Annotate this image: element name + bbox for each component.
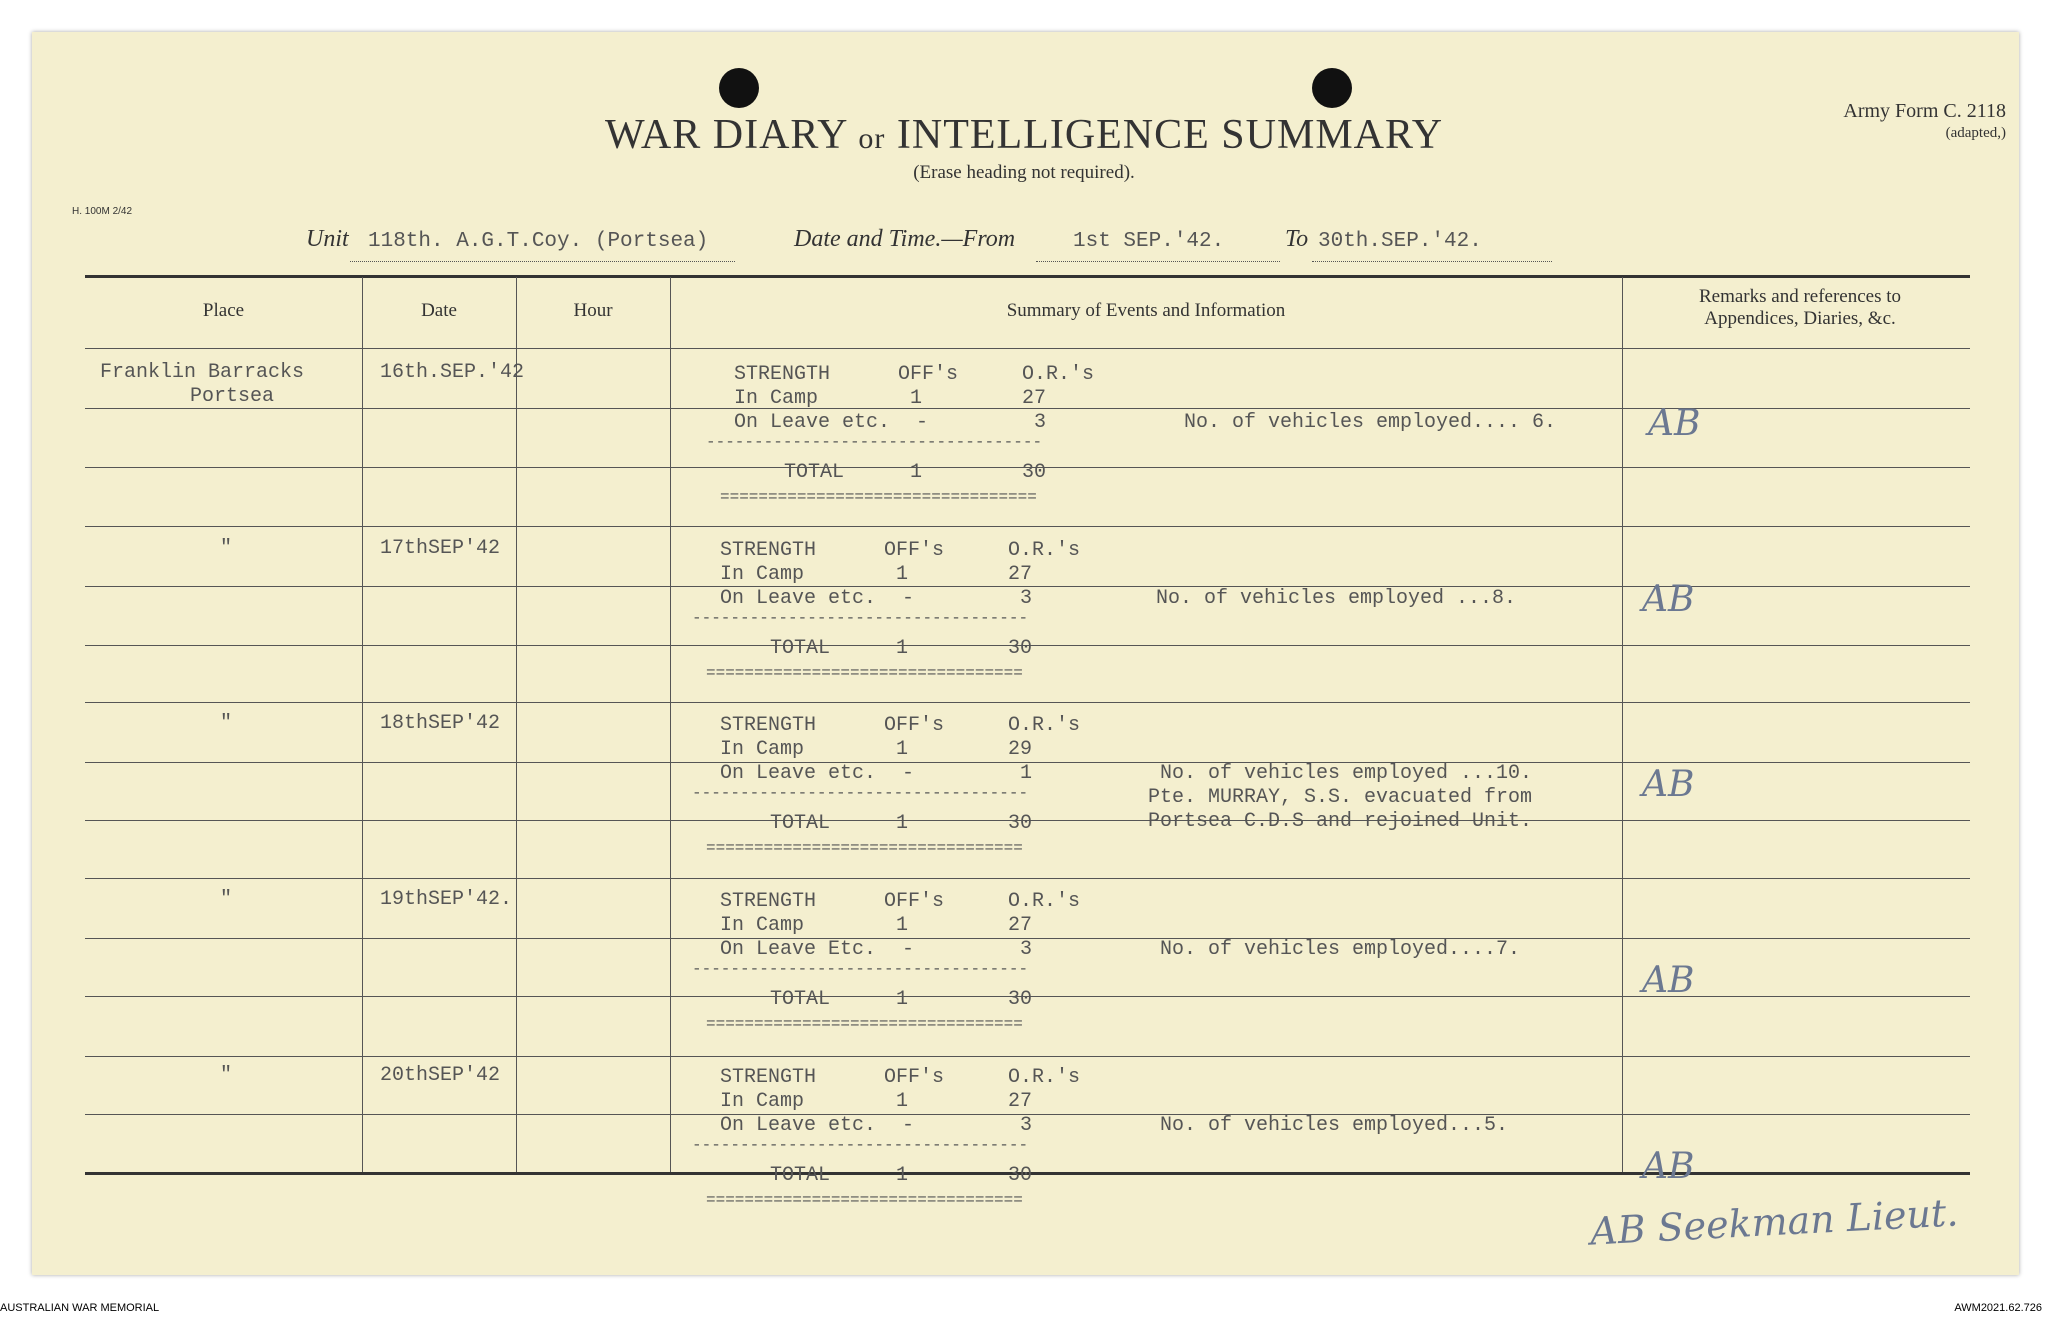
on-leave-other-ranks: 3 [1034, 411, 1047, 434]
other-ranks-heading: O.R.'s [1008, 890, 1081, 913]
officers-heading: OFF's [884, 890, 945, 913]
on-leave-other-ranks: 1 [1020, 762, 1033, 785]
total-officers: 1 [896, 1164, 909, 1187]
dashed-separator: ----------------------------------- [692, 960, 1029, 978]
army-form-label: Army Form C. 2118 (adapted,) [1843, 100, 2006, 141]
table-top-rule [85, 275, 1970, 278]
in-camp-label: In Camp [720, 563, 805, 586]
officers-heading: OFF's [884, 714, 945, 737]
col-divider-summary [670, 277, 671, 1172]
on-leave-other-ranks: 3 [1020, 1114, 1033, 1137]
in-camp-officers: 1 [910, 387, 923, 410]
entry-place: " [220, 1064, 233, 1087]
vehicles-note: No. of vehicles employed....7. [1160, 938, 1521, 961]
total-officers: 1 [910, 461, 923, 484]
form-code: H. 100M 2/42 [72, 206, 133, 217]
entry-note-line2: Pte. MURRAY, S.S. evacuated from [1148, 786, 1533, 809]
entry-note-line3: Portsea C.D.S and rejoined Unit. [1148, 810, 1533, 833]
entry-place: " [220, 712, 233, 735]
officers-heading: OFF's [898, 363, 959, 386]
total-officers: 1 [896, 637, 909, 660]
on-leave-officers: - [902, 762, 915, 785]
entry-place: " [220, 537, 233, 560]
entry-date: 16th.SEP.'42 [380, 361, 525, 384]
total-other-ranks: 30 [1008, 1164, 1033, 1187]
page-subtitle: (Erase heading not required). [913, 162, 1135, 183]
vehicles-note: No. of vehicles employed ...10. [1160, 762, 1533, 785]
table-row-rule [85, 526, 1970, 527]
dashed-separator: ----------------------------------- [692, 1136, 1029, 1154]
in-camp-label: In Camp [720, 738, 805, 761]
strength-heading: STRENGTH [720, 890, 817, 913]
on-leave-label: On Leave etc. [734, 411, 891, 434]
date-label: Date and Time.—From [794, 226, 1016, 252]
on-leave-officers: - [902, 938, 915, 961]
vehicles-note: No. of vehicles employed ...8. [1156, 587, 1517, 610]
col-divider-remarks [1622, 277, 1623, 1172]
closing-signature: AB Seekman Lieut. [1589, 1190, 1960, 1254]
column-header-hour: Hour [573, 300, 613, 321]
dashed-separator: ----------------------------------- [706, 433, 1043, 451]
total-label: TOTAL [770, 812, 831, 835]
total-label: TOTAL [770, 988, 831, 1011]
vehicles-note: No. of vehicles employed.... 6. [1184, 411, 1557, 434]
in-camp-other-ranks: 27 [1008, 914, 1033, 937]
entry-date: 20thSEP'42 [380, 1064, 501, 1087]
on-leave-other-ranks: 3 [1020, 938, 1033, 961]
strength-heading: STRENGTH [720, 539, 817, 562]
in-camp-officers: 1 [896, 738, 909, 761]
in-camp-label: In Camp [720, 914, 805, 937]
officers-heading: OFF's [884, 539, 945, 562]
entry-place: " [220, 888, 233, 911]
entry-date: 18thSEP'42 [380, 712, 501, 735]
unit-label: Unit [306, 226, 349, 252]
strength-heading: STRENGTH [720, 714, 817, 737]
in-camp-other-ranks: 27 [1008, 563, 1033, 586]
total-other-ranks: 30 [1008, 637, 1033, 660]
col-divider-date [362, 277, 363, 1172]
vehicles-note: No. of vehicles employed...5. [1160, 1114, 1509, 1137]
dashed-separator: ----------------------------------- [692, 609, 1029, 627]
initials-signature: AB [1642, 1146, 1695, 1187]
dashed-separator: ----------------------------------- [692, 784, 1029, 802]
table-row-rule [85, 878, 1970, 879]
footer-credit: AUSTRALIAN WAR MEMORIAL [0, 1302, 160, 1314]
to-label: To [1285, 226, 1309, 252]
on-leave-officers: - [902, 587, 915, 610]
column-header-remarks: Remarks and references to Appendices, Diaries, &c. [1698, 286, 1902, 329]
punch-hole-left [719, 68, 759, 108]
other-ranks-heading: O.R.'s [1022, 363, 1095, 386]
total-other-ranks: 30 [1008, 812, 1033, 835]
double-rule-separator: ================================= [706, 1191, 1023, 1209]
unit-underline [350, 260, 735, 262]
on-leave-officers: - [902, 1114, 915, 1137]
column-header-date: Date [421, 300, 457, 321]
other-ranks-heading: O.R.'s [1008, 1066, 1081, 1089]
initials-signature: AB [1642, 579, 1695, 620]
to-underline [1312, 260, 1552, 262]
in-camp-other-ranks: 29 [1008, 738, 1033, 761]
in-camp-officers: 1 [896, 914, 909, 937]
on-leave-officers: - [916, 411, 929, 434]
on-leave-label: On Leave etc. [720, 762, 877, 785]
in-camp-label: In Camp [734, 387, 819, 410]
footer-accession: AWM2021.62.726 [1954, 1302, 2042, 1314]
on-leave-label: On Leave etc. [720, 1114, 877, 1137]
in-camp-officers: 1 [896, 1090, 909, 1113]
column-header-summary: Summary of Events and Information [1006, 300, 1286, 321]
entry-place-line2: Portsea [190, 385, 275, 408]
in-camp-other-ranks: 27 [1022, 387, 1047, 410]
total-label: TOTAL [770, 1164, 831, 1187]
to-value: 30th.SEP.'42. [1318, 230, 1482, 253]
on-leave-label: On Leave Etc. [720, 938, 877, 961]
on-leave-label: On Leave etc. [720, 587, 877, 610]
entry-place: Franklin Barracks [100, 361, 305, 384]
strength-heading: STRENGTH [720, 1066, 817, 1089]
total-label: TOTAL [770, 637, 831, 660]
on-leave-other-ranks: 3 [1020, 587, 1033, 610]
table-row-rule [85, 702, 1970, 703]
other-ranks-heading: O.R.'s [1008, 714, 1081, 737]
total-officers: 1 [896, 988, 909, 1011]
entry-date: 19thSEP'42. [380, 888, 513, 911]
table-row-rule [85, 348, 1970, 349]
column-header-place: Place [202, 300, 245, 321]
total-officers: 1 [896, 812, 909, 835]
total-other-ranks: 30 [1022, 461, 1047, 484]
initials-signature: AB [1642, 764, 1695, 805]
table-row-rule [85, 1056, 1970, 1057]
in-camp-other-ranks: 27 [1008, 1090, 1033, 1113]
strength-heading: STRENGTH [734, 363, 831, 386]
punch-hole-right [1312, 68, 1352, 108]
double-rule-separator: ================================= [706, 664, 1023, 682]
total-other-ranks: 30 [1008, 988, 1033, 1011]
double-rule-separator: ================================= [720, 488, 1037, 506]
unit-value: 118th. A.G.T.Coy. (Portsea) [368, 230, 709, 253]
in-camp-label: In Camp [720, 1090, 805, 1113]
total-label: TOTAL [784, 461, 845, 484]
initials-signature: AB [1642, 960, 1695, 1001]
in-camp-officers: 1 [896, 563, 909, 586]
officers-heading: OFF's [884, 1066, 945, 1089]
page-title: WAR DIARY or INTELLIGENCE SUMMARY [604, 112, 1444, 158]
other-ranks-heading: O.R.'s [1008, 539, 1081, 562]
double-rule-separator: ================================= [706, 839, 1023, 857]
from-value: 1st SEP.'42. [1073, 230, 1225, 253]
initials-signature: AB [1648, 403, 1701, 444]
entry-date: 17thSEP'42 [380, 537, 501, 560]
from-underline [1036, 260, 1280, 262]
double-rule-separator: ================================= [706, 1015, 1023, 1033]
col-divider-hour [516, 277, 517, 1172]
